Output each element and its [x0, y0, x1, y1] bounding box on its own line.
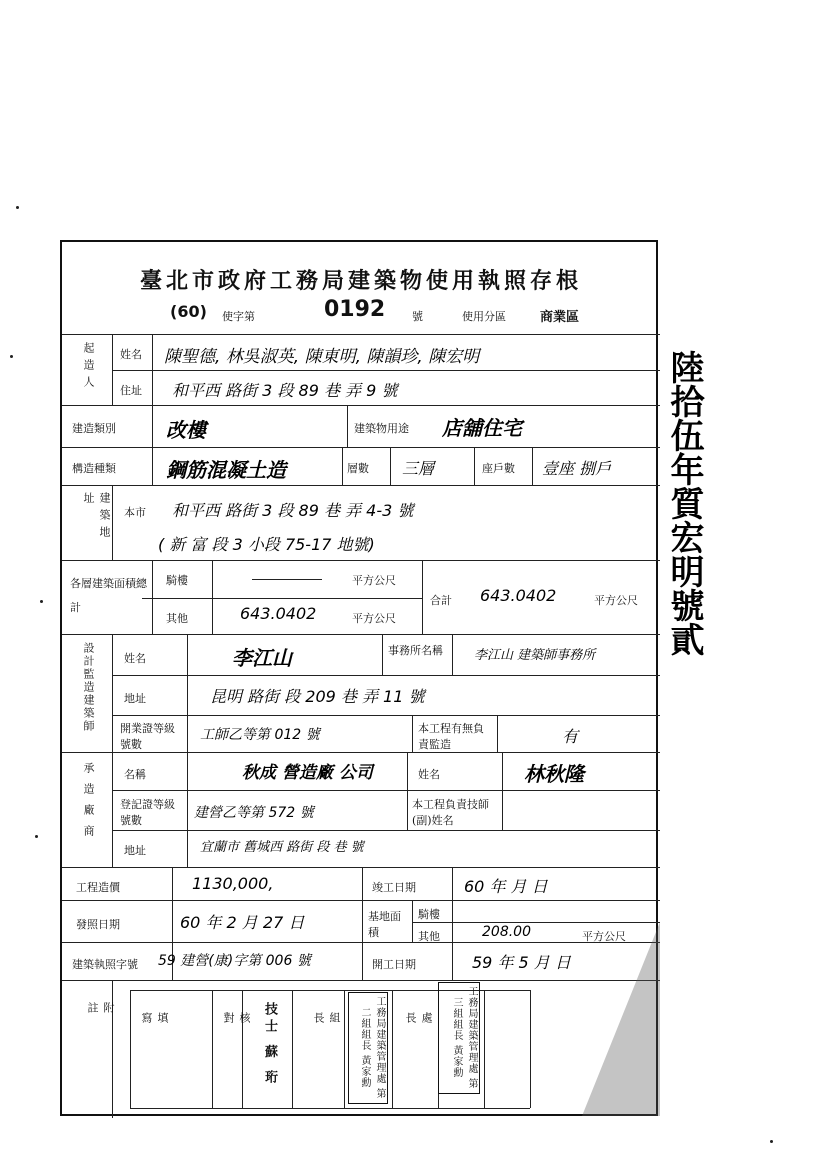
architect-name-value: 李江山 — [232, 646, 292, 670]
rule — [532, 447, 533, 485]
complete-value: 60 年 月 日 — [464, 877, 548, 896]
applicant-address-label: 住址 — [120, 384, 142, 397]
permit-year: (60) — [170, 302, 207, 321]
issue-value: 60 年 2 月 27 日 — [180, 913, 305, 932]
remarks-cell-director: 處長 — [404, 1012, 433, 1053]
area-total-unit: 平方公尺 — [594, 594, 638, 607]
rule — [112, 634, 113, 867]
rule — [362, 867, 363, 980]
rule — [212, 560, 213, 634]
remarks-cell-leader: 組長 — [312, 1012, 341, 1053]
site-group-label: 建築地址 — [82, 492, 111, 543]
remarks-cell-fill: 填寫 — [140, 1012, 169, 1053]
area-other-label: 其他 — [166, 612, 188, 625]
rule — [112, 675, 660, 676]
start-label: 開工日期 — [372, 958, 416, 971]
rule — [112, 370, 660, 371]
area-total-label: 合計 — [430, 594, 452, 607]
permit-suffix: 號 — [412, 310, 423, 323]
architect-address-value: 昆明 路街 段 209 巷 弄 11 號 — [210, 687, 425, 706]
page-fold-shadow — [582, 802, 660, 1116]
contractor-name-label: 名稱 — [124, 768, 146, 781]
issue-label: 發照日期 — [76, 918, 120, 931]
rule — [342, 447, 343, 485]
floors-value: 三層 — [402, 459, 435, 478]
rule — [62, 485, 660, 486]
zone-value: 商業區 — [540, 310, 580, 325]
rule — [112, 334, 113, 405]
area-group-label: 各層建築面積總計 — [70, 577, 147, 614]
contractor-name-value: 秋成 營造廠 公司 — [242, 763, 373, 783]
permit-number: 0192 — [324, 297, 386, 322]
architect-address-label: 地址 — [124, 692, 146, 705]
contractor-tech-label: 本工程負責技師(副)姓名 — [412, 798, 489, 827]
scan-speck — [35, 835, 38, 838]
units-label: 座戶數 — [482, 462, 515, 475]
rule — [412, 900, 413, 942]
site-line1-prefix: 本市 — [124, 506, 146, 519]
rule — [212, 990, 213, 1108]
permit-ref-label: 建築執照字號 — [72, 958, 138, 971]
rule — [130, 1108, 530, 1109]
remarks-cell-check: 核對 — [222, 1012, 251, 1053]
zone-label: 使用分區 — [462, 310, 506, 323]
rule — [407, 752, 408, 830]
rule — [382, 634, 383, 675]
rule — [502, 752, 503, 830]
rule — [62, 752, 660, 753]
architect-license-value: 工師乙等第 012 號 — [200, 727, 320, 743]
rule — [112, 715, 660, 716]
structure-label: 構造種類 — [72, 462, 116, 475]
type-value: 改樓 — [166, 418, 206, 442]
type-label: 建造類別 — [72, 422, 116, 435]
issue-other-value: 208.00 — [482, 924, 531, 940]
rule — [474, 447, 475, 485]
start-value: 59 年 5 月 日 — [472, 953, 571, 972]
area-other-value: 643.0402 — [240, 604, 317, 623]
rule — [62, 900, 660, 901]
rule — [112, 830, 660, 831]
form-title: 臺北市政府工務局建築物使用執照存根 — [139, 268, 582, 294]
rule — [292, 990, 293, 1108]
permit-form — [60, 240, 658, 1116]
rule — [497, 715, 498, 752]
issue-unit: 平方公尺 — [582, 930, 626, 943]
applicant-name-label: 姓名 — [120, 348, 142, 361]
approval-stamp: 工務局建築管理處 第三組組長 黃家勳 — [438, 982, 480, 1094]
contractor-group-label: 承造廠商 — [82, 762, 95, 846]
units-value: 壹座 捌戶 — [542, 459, 612, 478]
rule — [484, 990, 485, 1108]
architect-office-label: 事務所名稱 — [388, 644, 443, 657]
rule — [62, 867, 660, 868]
architect-license-label: 開業證等級號數 — [120, 722, 175, 751]
floors-label: 層數 — [347, 462, 369, 475]
rule — [452, 634, 453, 675]
contractor-reg-label: 登記證等級號數 — [120, 798, 175, 827]
architect-office-value: 李江山 建築師事務所 — [474, 648, 596, 663]
rule — [62, 942, 660, 943]
permit-ref-value: 59 建營(康)字第 006 號 — [158, 953, 311, 969]
contractor-person-label: 姓名 — [418, 768, 440, 781]
site-line1-value: 和平西 路街 3 段 89 巷 弄 4-3 號 — [172, 501, 414, 520]
applicant-group-label: 起造人 — [82, 342, 95, 393]
rule — [62, 634, 660, 635]
rule — [412, 715, 413, 752]
contractor-address-label: 地址 — [124, 844, 146, 857]
scan-speck — [40, 600, 43, 603]
scan-speck — [16, 206, 19, 209]
area-total-value: 643.0402 — [480, 586, 557, 605]
area-arcade-label: 騎樓 — [166, 574, 188, 587]
contractor-address-value: 宜蘭市 舊城西 路街 段 巷 號 — [200, 840, 364, 855]
rule — [390, 447, 391, 485]
applicant-address-value: 和平西 路街 3 段 89 巷 弄 9 號 — [172, 381, 398, 400]
applicant-name-value: 陳聖德, 林吳淑英, 陳東明, 陳韻珍, 陳宏明 — [164, 347, 480, 367]
complete-label: 竣工日期 — [372, 881, 416, 894]
rule — [344, 990, 345, 1108]
site-area-label: 基地面積 — [368, 910, 401, 939]
rule — [142, 598, 422, 599]
structure-value: 鋼筋混凝土造 — [166, 458, 286, 482]
rule — [112, 790, 660, 791]
rule — [112, 485, 113, 560]
area-arcade-strike — [252, 579, 322, 580]
remarks-cell-technician: 技士 蘇 珩 — [262, 1002, 277, 1088]
contractor-person-value: 林秋隆 — [524, 762, 584, 786]
rule — [187, 634, 188, 867]
use-value: 店舖住宅 — [442, 416, 522, 440]
permit-prefix: 使字第 — [222, 310, 255, 323]
rule — [152, 334, 153, 405]
architect-resp-value: 有 — [562, 727, 579, 746]
issue-other-label: 其他 — [418, 930, 440, 943]
adjacent-page-text: 陸拾伍年質宏明號貳 — [664, 350, 704, 656]
rule — [422, 560, 423, 634]
rule — [152, 405, 153, 485]
cost-value: 1130,000, — [192, 874, 274, 893]
rule — [530, 990, 531, 1108]
architect-group-label: 設計監造建築師 — [82, 642, 95, 733]
use-label: 建築物用途 — [354, 422, 409, 435]
architect-resp-label: 本工程有無負責監造 — [418, 722, 484, 751]
cost-label: 工程造價 — [76, 881, 120, 894]
issue-arcade-label: 騎樓 — [418, 908, 440, 921]
area-arcade-unit: 平方公尺 — [352, 574, 396, 587]
rule — [452, 867, 453, 980]
contractor-reg-value: 建營乙等第 572 號 — [194, 805, 314, 821]
rule — [130, 990, 131, 1108]
scan-speck — [10, 355, 13, 358]
architect-name-label: 姓名 — [124, 652, 146, 665]
rule — [152, 560, 153, 634]
site-line2-value: ( 新 富 段 3 小段 75-17 地號) — [158, 535, 375, 554]
scan-speck — [770, 1140, 773, 1143]
rule — [392, 990, 393, 1108]
area-other-unit: 平方公尺 — [352, 612, 396, 625]
rule — [62, 980, 660, 981]
approval-stamp: 工務局建築管理處 第二組組長 黃家勳 — [348, 992, 388, 1104]
rule — [347, 405, 348, 447]
remarks-label: 附註 — [86, 1002, 115, 1053]
